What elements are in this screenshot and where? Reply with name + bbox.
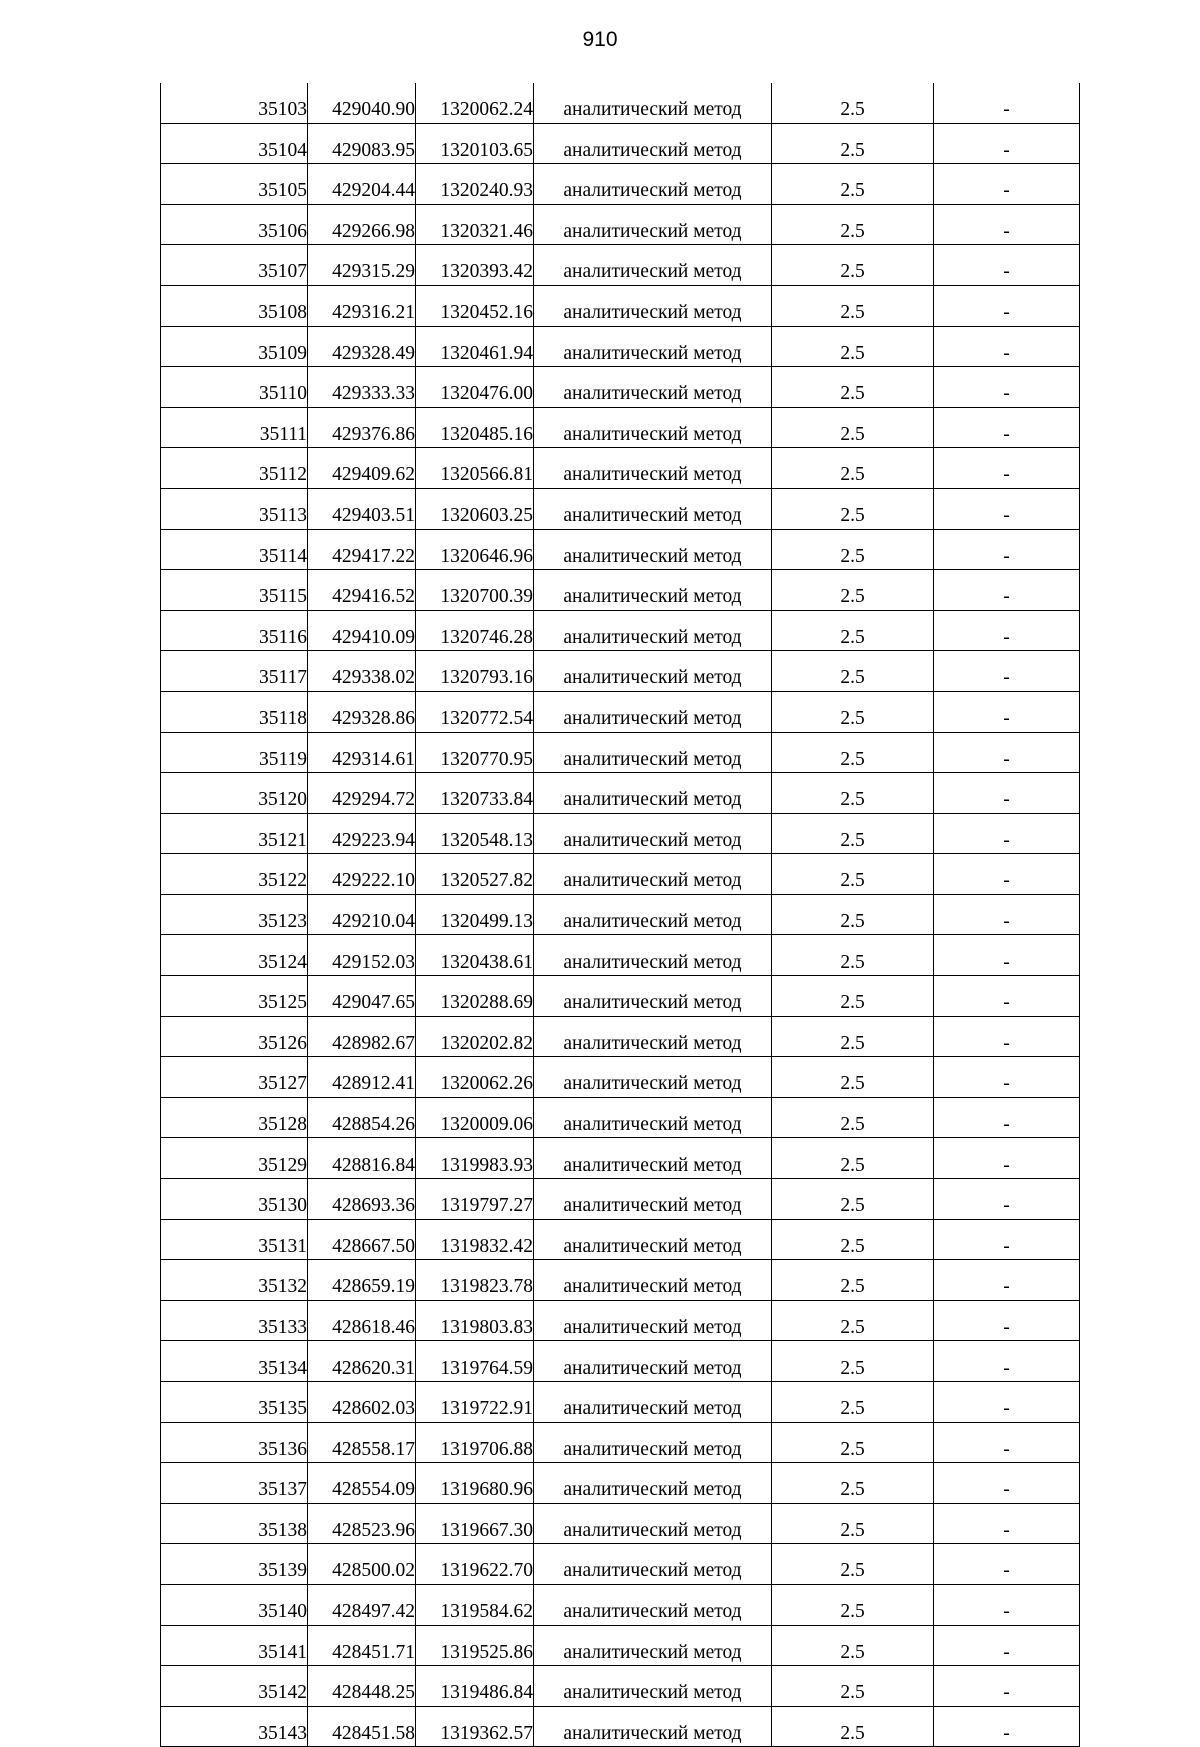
y-coordinate-cell: 1320772.54 xyxy=(416,691,534,732)
method-cell: аналитический метод xyxy=(534,732,772,773)
accuracy-cell: 2.5 xyxy=(772,367,934,408)
x-coordinate-cell: 428667.50 xyxy=(308,1219,416,1260)
point-number-cell: 35113 xyxy=(161,488,308,529)
point-number-cell: 35106 xyxy=(161,204,308,245)
point-number-cell: 35128 xyxy=(161,1097,308,1138)
method-cell: аналитический метод xyxy=(534,1219,772,1260)
x-coordinate-cell: 428816.84 xyxy=(308,1138,416,1179)
accuracy-cell: 2.5 xyxy=(772,570,934,611)
method-cell: аналитический метод xyxy=(534,1260,772,1301)
note-cell: - xyxy=(934,285,1080,326)
x-coordinate-cell: 428618.46 xyxy=(308,1300,416,1341)
point-number-cell: 35141 xyxy=(161,1625,308,1666)
coordinates-table xyxy=(160,83,1080,1747)
note-cell: - xyxy=(934,529,1080,570)
point-number-cell: 35119 xyxy=(161,732,308,773)
x-coordinate-cell: 429403.51 xyxy=(308,488,416,529)
x-coordinate-cell: 428912.41 xyxy=(308,1057,416,1098)
accuracy-cell: 2.5 xyxy=(772,1219,934,1260)
y-coordinate-cell: 1320321.46 xyxy=(416,204,534,245)
y-coordinate-cell: 1319722.91 xyxy=(416,1382,534,1423)
x-coordinate-cell: 429222.10 xyxy=(308,854,416,895)
point-number-cell: 35111 xyxy=(161,407,308,448)
x-coordinate-cell: 428693.36 xyxy=(308,1179,416,1220)
x-coordinate-cell: 429333.33 xyxy=(308,367,416,408)
accuracy-cell: 2.5 xyxy=(772,691,934,732)
table-row xyxy=(161,1219,1080,1260)
point-number-cell: 35115 xyxy=(161,570,308,611)
table-row xyxy=(161,610,1080,651)
accuracy-cell: 2.5 xyxy=(772,204,934,245)
accuracy-cell: 2.5 xyxy=(772,245,934,286)
method-cell: аналитический метод xyxy=(534,367,772,408)
y-coordinate-cell: 1320452.16 xyxy=(416,285,534,326)
y-coordinate-cell: 1320476.00 xyxy=(416,367,534,408)
accuracy-cell: 2.5 xyxy=(772,1625,934,1666)
table-row xyxy=(161,1503,1080,1544)
y-coordinate-cell: 1320548.13 xyxy=(416,813,534,854)
method-cell: аналитический метод xyxy=(534,448,772,489)
y-coordinate-cell: 1320770.95 xyxy=(416,732,534,773)
note-cell: - xyxy=(934,123,1080,164)
accuracy-cell: 2.5 xyxy=(772,1382,934,1423)
note-cell: - xyxy=(934,164,1080,205)
note-cell: - xyxy=(934,448,1080,489)
x-coordinate-cell: 428451.71 xyxy=(308,1625,416,1666)
y-coordinate-cell: 1320793.16 xyxy=(416,651,534,692)
x-coordinate-cell: 429316.21 xyxy=(308,285,416,326)
point-number-cell: 35132 xyxy=(161,1260,308,1301)
point-number-cell: 35143 xyxy=(161,1706,308,1747)
point-number-cell: 35117 xyxy=(161,651,308,692)
x-coordinate-cell: 429338.02 xyxy=(308,651,416,692)
point-number-cell: 35122 xyxy=(161,854,308,895)
accuracy-cell: 2.5 xyxy=(772,1584,934,1625)
y-coordinate-cell: 1319832.42 xyxy=(416,1219,534,1260)
x-coordinate-cell: 429204.44 xyxy=(308,164,416,205)
method-cell: аналитический метод xyxy=(534,691,772,732)
point-number-cell: 35142 xyxy=(161,1666,308,1707)
table-row xyxy=(161,1179,1080,1220)
note-cell: - xyxy=(934,894,1080,935)
x-coordinate-cell: 428451.58 xyxy=(308,1706,416,1747)
y-coordinate-cell: 1320438.61 xyxy=(416,935,534,976)
accuracy-cell: 2.5 xyxy=(772,1016,934,1057)
method-cell: аналитический метод xyxy=(534,529,772,570)
note-cell: - xyxy=(934,407,1080,448)
x-coordinate-cell: 429328.86 xyxy=(308,691,416,732)
y-coordinate-cell: 1320062.24 xyxy=(416,83,534,123)
note-cell: - xyxy=(934,732,1080,773)
y-coordinate-cell: 1320393.42 xyxy=(416,245,534,286)
method-cell: аналитический метод xyxy=(534,976,772,1017)
point-number-cell: 35140 xyxy=(161,1584,308,1625)
method-cell: аналитический метод xyxy=(534,285,772,326)
x-coordinate-cell: 428854.26 xyxy=(308,1097,416,1138)
y-coordinate-cell: 1320646.96 xyxy=(416,529,534,570)
table-row xyxy=(161,245,1080,286)
x-coordinate-cell: 429314.61 xyxy=(308,732,416,773)
accuracy-cell: 2.5 xyxy=(772,529,934,570)
note-cell: - xyxy=(934,610,1080,651)
point-number-cell: 35116 xyxy=(161,610,308,651)
y-coordinate-cell: 1320527.82 xyxy=(416,854,534,895)
x-coordinate-cell: 429315.29 xyxy=(308,245,416,286)
table-row xyxy=(161,1341,1080,1382)
note-cell: - xyxy=(934,1260,1080,1301)
accuracy-cell: 2.5 xyxy=(772,1138,934,1179)
accuracy-cell: 2.5 xyxy=(772,1179,934,1220)
note-cell: - xyxy=(934,1097,1080,1138)
point-number-cell: 35123 xyxy=(161,894,308,935)
point-number-cell: 35137 xyxy=(161,1463,308,1504)
y-coordinate-cell: 1319486.84 xyxy=(416,1666,534,1707)
y-coordinate-cell: 1320700.39 xyxy=(416,570,534,611)
accuracy-cell: 2.5 xyxy=(772,1666,934,1707)
table-row xyxy=(161,1706,1080,1747)
note-cell: - xyxy=(934,773,1080,814)
note-cell: - xyxy=(934,570,1080,611)
point-number-cell: 35134 xyxy=(161,1341,308,1382)
point-number-cell: 35124 xyxy=(161,935,308,976)
accuracy-cell: 2.5 xyxy=(772,1463,934,1504)
y-coordinate-cell: 1320485.16 xyxy=(416,407,534,448)
method-cell: аналитический метод xyxy=(534,1503,772,1544)
note-cell: - xyxy=(934,1463,1080,1504)
accuracy-cell: 2.5 xyxy=(772,1097,934,1138)
note-cell: - xyxy=(934,1503,1080,1544)
y-coordinate-cell: 1319622.70 xyxy=(416,1544,534,1585)
note-cell: - xyxy=(934,813,1080,854)
x-coordinate-cell: 429376.86 xyxy=(308,407,416,448)
y-coordinate-cell: 1320062.26 xyxy=(416,1057,534,1098)
table-row xyxy=(161,285,1080,326)
note-cell: - xyxy=(934,935,1080,976)
point-number-cell: 35131 xyxy=(161,1219,308,1260)
y-coordinate-cell: 1320103.65 xyxy=(416,123,534,164)
x-coordinate-cell: 428602.03 xyxy=(308,1382,416,1423)
accuracy-cell: 2.5 xyxy=(772,83,934,123)
y-coordinate-cell: 1319797.27 xyxy=(416,1179,534,1220)
table-row xyxy=(161,1016,1080,1057)
note-cell: - xyxy=(934,1544,1080,1585)
note-cell: - xyxy=(934,976,1080,1017)
accuracy-cell: 2.5 xyxy=(772,123,934,164)
method-cell: аналитический метод xyxy=(534,1625,772,1666)
method-cell: аналитический метод xyxy=(534,651,772,692)
accuracy-cell: 2.5 xyxy=(772,610,934,651)
table-row xyxy=(161,367,1080,408)
y-coordinate-cell: 1320240.93 xyxy=(416,164,534,205)
x-coordinate-cell: 429328.49 xyxy=(308,326,416,367)
x-coordinate-cell: 429410.09 xyxy=(308,610,416,651)
accuracy-cell: 2.5 xyxy=(772,407,934,448)
x-coordinate-cell: 428620.31 xyxy=(308,1341,416,1382)
point-number-cell: 35114 xyxy=(161,529,308,570)
note-cell: - xyxy=(934,1341,1080,1382)
accuracy-cell: 2.5 xyxy=(772,1300,934,1341)
method-cell: аналитический метод xyxy=(534,1300,772,1341)
x-coordinate-cell: 429223.94 xyxy=(308,813,416,854)
point-number-cell: 35125 xyxy=(161,976,308,1017)
accuracy-cell: 2.5 xyxy=(772,1260,934,1301)
method-cell: аналитический метод xyxy=(534,1544,772,1585)
method-cell: аналитический метод xyxy=(534,1179,772,1220)
y-coordinate-cell: 1320461.94 xyxy=(416,326,534,367)
method-cell: аналитический метод xyxy=(534,1422,772,1463)
x-coordinate-cell: 429040.90 xyxy=(308,83,416,123)
x-coordinate-cell: 429210.04 xyxy=(308,894,416,935)
point-number-cell: 35121 xyxy=(161,813,308,854)
table-row xyxy=(161,976,1080,1017)
note-cell: - xyxy=(934,854,1080,895)
accuracy-cell: 2.5 xyxy=(772,1544,934,1585)
point-number-cell: 35127 xyxy=(161,1057,308,1098)
method-cell: аналитический метод xyxy=(534,326,772,367)
table-row xyxy=(161,570,1080,611)
y-coordinate-cell: 1320499.13 xyxy=(416,894,534,935)
note-cell: - xyxy=(934,1138,1080,1179)
y-coordinate-cell: 1320603.25 xyxy=(416,488,534,529)
method-cell: аналитический метод xyxy=(534,1706,772,1747)
x-coordinate-cell: 428982.67 xyxy=(308,1016,416,1057)
x-coordinate-cell: 428497.42 xyxy=(308,1584,416,1625)
y-coordinate-cell: 1319362.57 xyxy=(416,1706,534,1747)
point-number-cell: 35118 xyxy=(161,691,308,732)
table-row xyxy=(161,83,1080,123)
y-coordinate-cell: 1319983.93 xyxy=(416,1138,534,1179)
note-cell: - xyxy=(934,367,1080,408)
accuracy-cell: 2.5 xyxy=(772,285,934,326)
method-cell: аналитический метод xyxy=(534,610,772,651)
note-cell: - xyxy=(934,204,1080,245)
table-row xyxy=(161,1422,1080,1463)
method-cell: аналитический метод xyxy=(534,935,772,976)
method-cell: аналитический метод xyxy=(534,773,772,814)
x-coordinate-cell: 429409.62 xyxy=(308,448,416,489)
note-cell: - xyxy=(934,1300,1080,1341)
table-row xyxy=(161,1300,1080,1341)
method-cell: аналитический метод xyxy=(534,1382,772,1423)
note-cell: - xyxy=(934,1219,1080,1260)
method-cell: аналитический метод xyxy=(534,1666,772,1707)
table-row xyxy=(161,651,1080,692)
method-cell: аналитический метод xyxy=(534,1057,772,1098)
point-number-cell: 35139 xyxy=(161,1544,308,1585)
x-coordinate-cell: 428659.19 xyxy=(308,1260,416,1301)
note-cell: - xyxy=(934,1382,1080,1423)
point-number-cell: 35129 xyxy=(161,1138,308,1179)
note-cell: - xyxy=(934,1422,1080,1463)
method-cell: аналитический метод xyxy=(534,204,772,245)
accuracy-cell: 2.5 xyxy=(772,854,934,895)
x-coordinate-cell: 429152.03 xyxy=(308,935,416,976)
table-row xyxy=(161,1584,1080,1625)
method-cell: аналитический метод xyxy=(534,570,772,611)
table-row xyxy=(161,1097,1080,1138)
point-number-cell: 35135 xyxy=(161,1382,308,1423)
method-cell: аналитический метод xyxy=(534,1584,772,1625)
x-coordinate-cell: 429083.95 xyxy=(308,123,416,164)
accuracy-cell: 2.5 xyxy=(772,326,934,367)
accuracy-cell: 2.5 xyxy=(772,976,934,1017)
method-cell: аналитический метод xyxy=(534,245,772,286)
table-row xyxy=(161,488,1080,529)
x-coordinate-cell: 429294.72 xyxy=(308,773,416,814)
point-number-cell: 35110 xyxy=(161,367,308,408)
method-cell: аналитический метод xyxy=(534,83,772,123)
y-coordinate-cell: 1320733.84 xyxy=(416,773,534,814)
accuracy-cell: 2.5 xyxy=(772,1422,934,1463)
x-coordinate-cell: 429416.52 xyxy=(308,570,416,611)
y-coordinate-cell: 1319525.86 xyxy=(416,1625,534,1666)
point-number-cell: 35133 xyxy=(161,1300,308,1341)
method-cell: аналитический метод xyxy=(534,813,772,854)
method-cell: аналитический метод xyxy=(534,1097,772,1138)
y-coordinate-cell: 1320746.28 xyxy=(416,610,534,651)
accuracy-cell: 2.5 xyxy=(772,935,934,976)
table-row xyxy=(161,204,1080,245)
table-row xyxy=(161,894,1080,935)
table-row xyxy=(161,935,1080,976)
method-cell: аналитический метод xyxy=(534,1016,772,1057)
y-coordinate-cell: 1319584.62 xyxy=(416,1584,534,1625)
point-number-cell: 35103 xyxy=(161,83,308,123)
note-cell: - xyxy=(934,1584,1080,1625)
x-coordinate-cell: 428523.96 xyxy=(308,1503,416,1544)
method-cell: аналитический метод xyxy=(534,123,772,164)
y-coordinate-cell: 1319823.78 xyxy=(416,1260,534,1301)
point-number-cell: 35136 xyxy=(161,1422,308,1463)
x-coordinate-cell: 428500.02 xyxy=(308,1544,416,1585)
x-coordinate-cell: 428554.09 xyxy=(308,1463,416,1504)
table-row xyxy=(161,773,1080,814)
table-row xyxy=(161,164,1080,205)
table-row xyxy=(161,732,1080,773)
point-number-cell: 35108 xyxy=(161,285,308,326)
note-cell: - xyxy=(934,1057,1080,1098)
x-coordinate-cell: 429417.22 xyxy=(308,529,416,570)
table-row xyxy=(161,1138,1080,1179)
y-coordinate-cell: 1319803.83 xyxy=(416,1300,534,1341)
note-cell: - xyxy=(934,1666,1080,1707)
table-row xyxy=(161,448,1080,489)
x-coordinate-cell: 429266.98 xyxy=(308,204,416,245)
accuracy-cell: 2.5 xyxy=(772,894,934,935)
accuracy-cell: 2.5 xyxy=(772,773,934,814)
note-cell: - xyxy=(934,651,1080,692)
note-cell: - xyxy=(934,1016,1080,1057)
method-cell: аналитический метод xyxy=(534,854,772,895)
note-cell: - xyxy=(934,488,1080,529)
point-number-cell: 35107 xyxy=(161,245,308,286)
table-row xyxy=(161,691,1080,732)
table-row xyxy=(161,1544,1080,1585)
table-row xyxy=(161,1260,1080,1301)
method-cell: аналитический метод xyxy=(534,1341,772,1382)
y-coordinate-cell: 1319706.88 xyxy=(416,1422,534,1463)
method-cell: аналитический метод xyxy=(534,1463,772,1504)
y-coordinate-cell: 1320202.82 xyxy=(416,1016,534,1057)
accuracy-cell: 2.5 xyxy=(772,1503,934,1544)
point-number-cell: 35138 xyxy=(161,1503,308,1544)
accuracy-cell: 2.5 xyxy=(772,164,934,205)
note-cell: - xyxy=(934,691,1080,732)
accuracy-cell: 2.5 xyxy=(772,1341,934,1382)
table-row xyxy=(161,326,1080,367)
method-cell: аналитический метод xyxy=(534,407,772,448)
accuracy-cell: 2.5 xyxy=(772,651,934,692)
table-row xyxy=(161,1463,1080,1504)
table-row xyxy=(161,1382,1080,1423)
method-cell: аналитический метод xyxy=(534,1138,772,1179)
x-coordinate-cell: 428448.25 xyxy=(308,1666,416,1707)
method-cell: аналитический метод xyxy=(534,488,772,529)
table-row xyxy=(161,529,1080,570)
point-number-cell: 35109 xyxy=(161,326,308,367)
y-coordinate-cell: 1319680.96 xyxy=(416,1463,534,1504)
y-coordinate-cell: 1319667.30 xyxy=(416,1503,534,1544)
accuracy-cell: 2.5 xyxy=(772,732,934,773)
y-coordinate-cell: 1320009.06 xyxy=(416,1097,534,1138)
table-row xyxy=(161,813,1080,854)
method-cell: аналитический метод xyxy=(534,894,772,935)
x-coordinate-cell: 429047.65 xyxy=(308,976,416,1017)
point-number-cell: 35130 xyxy=(161,1179,308,1220)
table-row xyxy=(161,123,1080,164)
table-row xyxy=(161,1625,1080,1666)
accuracy-cell: 2.5 xyxy=(772,1706,934,1747)
method-cell: аналитический метод xyxy=(534,164,772,205)
note-cell: - xyxy=(934,245,1080,286)
table-row xyxy=(161,1666,1080,1707)
note-cell: - xyxy=(934,1625,1080,1666)
table-row xyxy=(161,854,1080,895)
note-cell: - xyxy=(934,1706,1080,1747)
table-body xyxy=(161,83,1080,1747)
accuracy-cell: 2.5 xyxy=(772,813,934,854)
accuracy-cell: 2.5 xyxy=(772,448,934,489)
point-number-cell: 35126 xyxy=(161,1016,308,1057)
y-coordinate-cell: 1319764.59 xyxy=(416,1341,534,1382)
table-row xyxy=(161,407,1080,448)
table-row xyxy=(161,1057,1080,1098)
accuracy-cell: 2.5 xyxy=(772,1057,934,1098)
accuracy-cell: 2.5 xyxy=(772,488,934,529)
note-cell: - xyxy=(934,1179,1080,1220)
point-number-cell: 35120 xyxy=(161,773,308,814)
point-number-cell: 35112 xyxy=(161,448,308,489)
y-coordinate-cell: 1320288.69 xyxy=(416,976,534,1017)
point-number-cell: 35105 xyxy=(161,164,308,205)
page-number: 910 xyxy=(582,28,618,51)
note-cell: - xyxy=(934,83,1080,123)
x-coordinate-cell: 428558.17 xyxy=(308,1422,416,1463)
y-coordinate-cell: 1320566.81 xyxy=(416,448,534,489)
point-number-cell: 35104 xyxy=(161,123,308,164)
note-cell: - xyxy=(934,326,1080,367)
